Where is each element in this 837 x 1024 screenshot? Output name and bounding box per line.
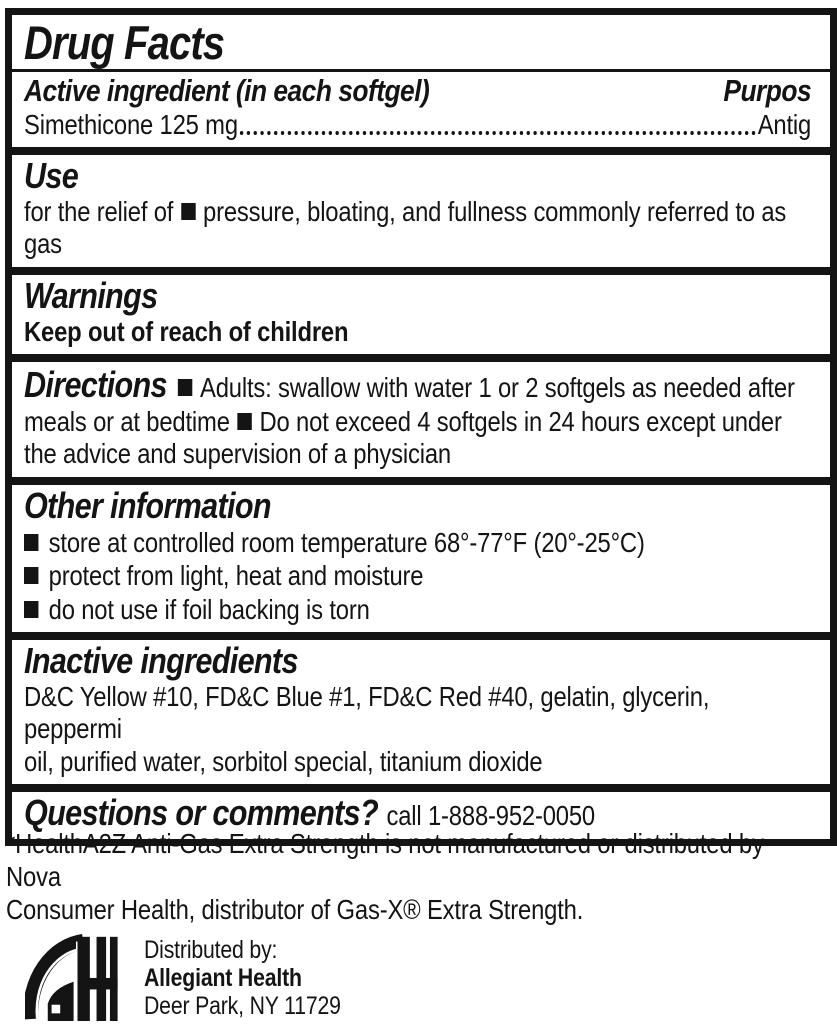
- directions-item-1: Adults: swallow with water 1 or 2 softgels as needed after meals or at bedtime: [24, 372, 795, 437]
- bullet-square-icon: [181, 203, 195, 220]
- allegiant-health-logo: [25, 933, 126, 1021]
- other-info-item-3-text: do not use if foil backing is torn: [48, 593, 370, 625]
- distributor-name: Allegiant Health: [144, 964, 302, 992]
- purpose-value: Antig: [757, 108, 812, 140]
- drug-facts-panel: [5, 8, 837, 846]
- other-info-item: [24, 560, 811, 592]
- active-ingredient-section: [12, 72, 830, 147]
- footnote: [6, 828, 793, 926]
- bullet-square-icon: [24, 534, 38, 551]
- drug-facts-title: Drug Facts: [24, 16, 225, 69]
- purpose-heading: Purpos: [723, 72, 812, 108]
- footnote-line-1: *HealthA2Z Anti-Gas Extra Strength is not manufactured or distributed by Nova: [6, 828, 764, 892]
- directions-heading: Directions: [24, 364, 167, 406]
- other-information-heading: Other information: [24, 484, 271, 526]
- distributed-by-label: Distributed by:: [144, 936, 278, 964]
- inactive-ingredients-section: [12, 632, 830, 784]
- warnings-text: Keep out of reach of children: [24, 315, 349, 347]
- use-item-text: pressure, bloating, and fullness commonly referred to as gas: [24, 195, 787, 260]
- inactive-ingredients-line-2: oil, purified water, sorbitol special, titanium dioxide: [24, 745, 543, 777]
- warnings-heading: Warnings: [24, 274, 158, 316]
- warnings-section: [12, 267, 830, 354]
- other-info-item: [24, 594, 811, 626]
- other-info-item-1-text: store at controlled room temperature 68°-77°F (20°-25°C): [48, 526, 645, 558]
- bullet-square-icon: [24, 601, 38, 618]
- dotted-leader: [240, 131, 756, 135]
- distributor-block: [25, 933, 837, 1021]
- bullet-square-icon: [237, 413, 251, 430]
- active-ingredient-heading: Active ingredient (in each softgel): [24, 72, 430, 108]
- inactive-ingredients-heading: Inactive ingredients: [24, 640, 298, 682]
- active-ingredient-name: Simethicone 125 mg: [24, 108, 238, 140]
- footnote-line-2: Consumer Health, distributor of Gas-X® Extra Strength.: [6, 893, 584, 925]
- distributor-text: [144, 933, 837, 1020]
- inactive-ingredients-line-1: D&C Yellow #10, FD&C Blue #1, FD&C Red #40, gelatin, glycerin, peppermi: [24, 681, 710, 745]
- other-information-section: [12, 477, 830, 632]
- questions-heading: Questions or comments?: [24, 792, 379, 834]
- use-section: [12, 147, 830, 267]
- other-info-item-2-text: protect from light, heat and moisture: [48, 560, 424, 592]
- distributor-address: Deer Park, NY 11729: [144, 992, 341, 1020]
- directions-item-2: Do not exceed 4 softgels in 24 hours except under the advice and supervision of a physician: [24, 405, 782, 470]
- other-info-item: [24, 527, 811, 559]
- title-section: [12, 15, 830, 72]
- bullet-square-icon: [24, 567, 38, 584]
- use-lead-text: for the relief of: [24, 195, 174, 227]
- questions-phone-text: call 1-888-952-0050: [386, 800, 595, 832]
- bullet-square-icon: [178, 379, 192, 396]
- directions-section: [12, 354, 830, 477]
- use-heading: Use: [24, 155, 79, 196]
